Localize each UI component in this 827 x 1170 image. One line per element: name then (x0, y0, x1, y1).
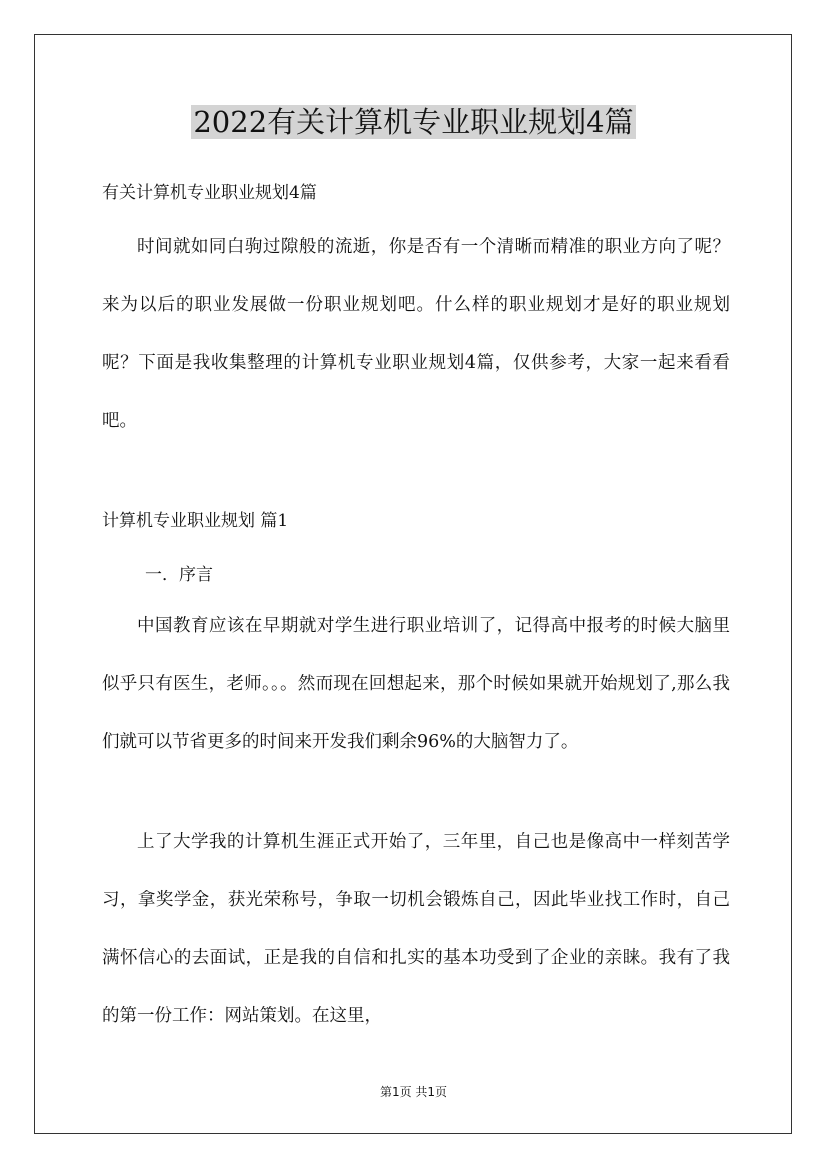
section-heading: 计算机专业职业规划 篇1 (102, 511, 289, 531)
document-subtitle: 有关计算机专业职业规划4篇 (102, 183, 317, 203)
page-footer: 第1页 共1页 (379, 1085, 448, 1099)
body-paragraph-1: 中国教育应该在早期就对学生进行职业培训了，记得高中报考的时候大脑里似乎只有医生，老师。。。然而现在回想起来，那个时候如果就开始规划了,那么我们就可以节省更多的时间来开发我们剩余96%的大脑智力了。 (102, 616, 730, 752)
body-paragraph-2: 上了大学我的计算机生涯正式开始了，三年里，自己也是像高中一样刻苦学习，拿奖学金，获光荣称号，争取一切机会锻炼自己，因此毕业找工作时，自己满怀信心的去面试，正是我的自信和扎实的基本功受到了企业的亲睐。我有了我的第一份工作：网站策划。在这里， (102, 832, 730, 1026)
intro-paragraph: 时间就如同白驹过隙般的流逝，你是否有一个清晰而精准的职业方向了呢？来为以后的职业发展做一份职业规划吧。什么样的职业规划才是好的职业规划呢？下面是我收集整理的计算机专业职业规划4篇，仅供参考，大家一起来看看吧。 (102, 237, 730, 431)
document-title (0, 100, 827, 144)
subsection-heading: 一．序言 (145, 565, 213, 585)
document-title-text: 2022有关计算机专业职业规划4篇 (193, 105, 634, 139)
